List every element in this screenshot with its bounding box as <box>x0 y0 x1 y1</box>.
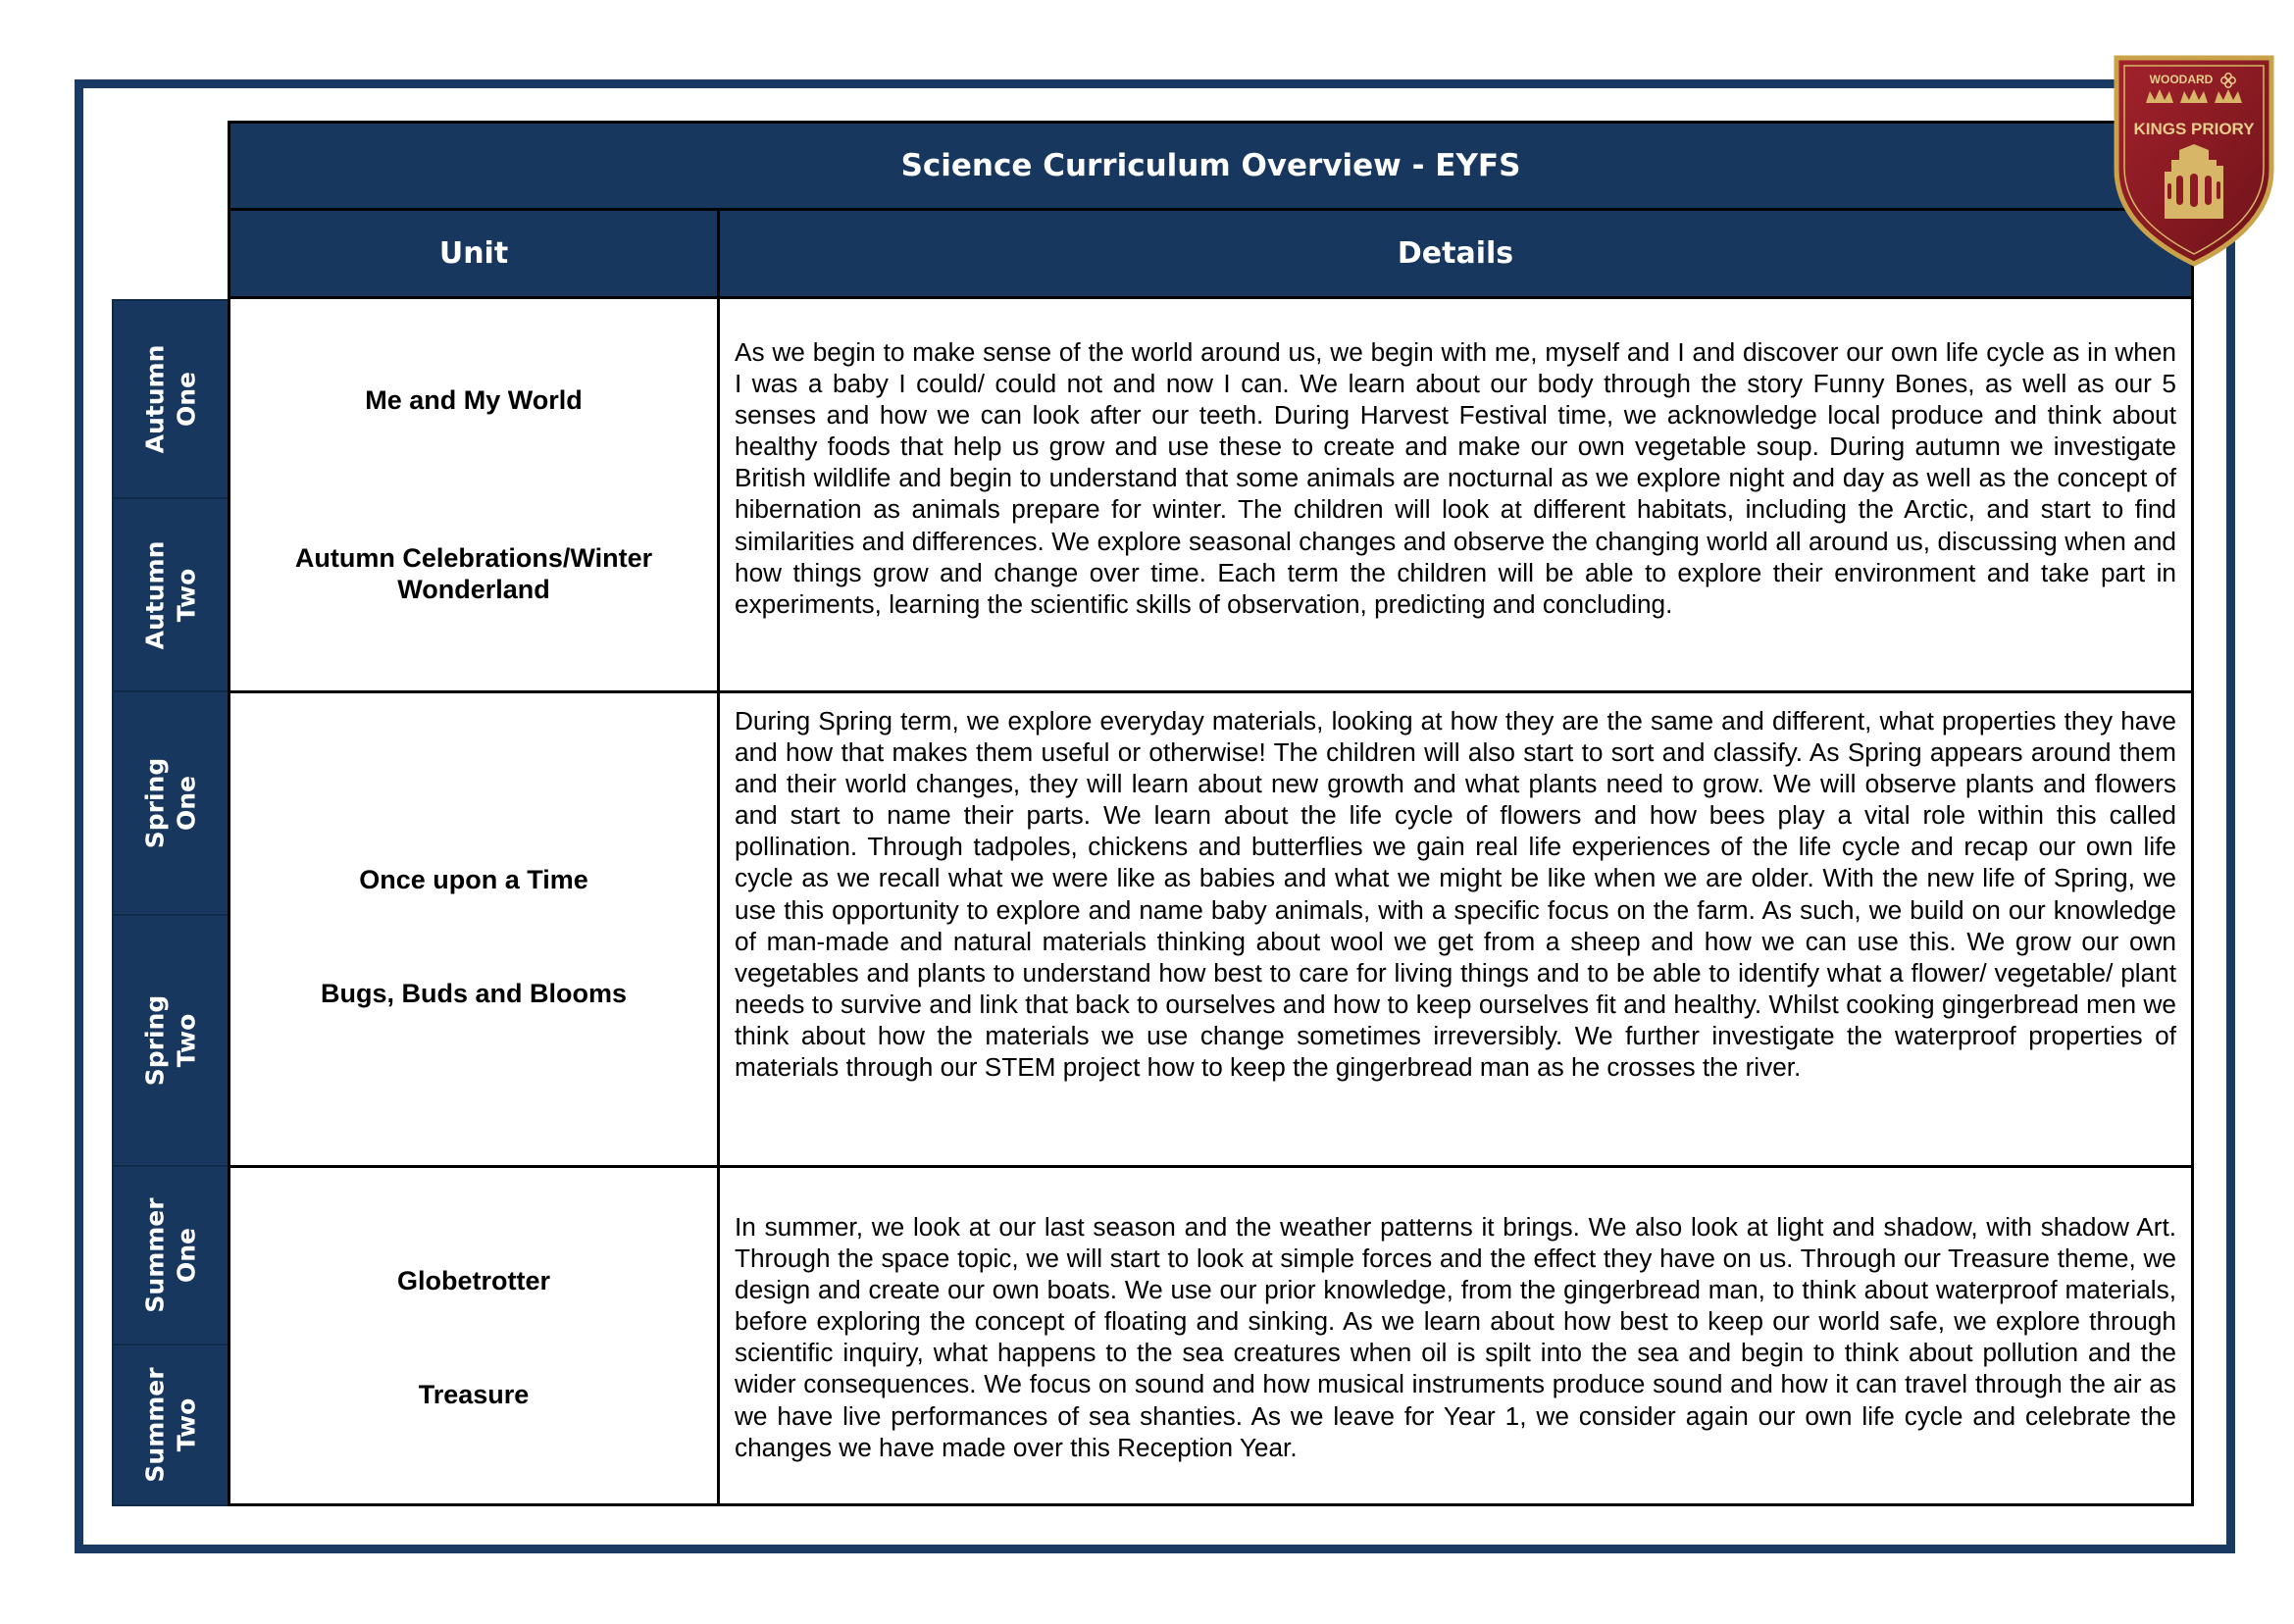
term-label-line: Two <box>172 1397 201 1452</box>
kings-priory-crest-logo <box>2111 54 2277 268</box>
term-label-line: One <box>172 372 201 428</box>
crown-icon <box>2146 89 2242 103</box>
details-text-autumn: As we begin to make sense of the world around us, we begin with me, myself and I and discover our own life cycle as in when I was a baby I could/ could not and now I can. We learn about our body through the story Funny Bones, as well as our 5 senses and how we can look after our teeth. During Harvest Festival time, we acknowledge local produce and think about healthy foods that help us grow and use these to create and make our own vegetable soup. During autumn we investigate British wildlife and begin to understand that some animals are nocturnal as we explore night and day as well as the concept of hibernation as animals prepare for winter. The children will look at different habitats, including the Arctic, and start to find similarities and differences. We explore seasonal changes and observe the changing world all around us, discussing when and how things grow and change over time. Each term the children will be able to explore their environment and take part in experiments, learning the scientific skills of observation, predicting and concluding. <box>735 337 2176 619</box>
term-label-spring-two <box>112 914 230 1167</box>
term-label-line: Autumn <box>140 344 170 454</box>
unit-name-summer-one: Globetrotter <box>396 1266 550 1295</box>
unit-column-header: Unit <box>228 208 720 299</box>
term-label-line: Summer <box>140 1367 170 1483</box>
term-label-line: Summer <box>140 1197 170 1313</box>
curriculum-table <box>112 121 2194 1506</box>
details-cell-summer <box>717 1165 2194 1506</box>
unit-name-summer-two: Treasure <box>418 1380 530 1409</box>
crest-top-text: WOODARD <box>2149 73 2214 86</box>
term-label-line: Autumn <box>140 540 170 649</box>
term-label-summer-two <box>112 1344 230 1506</box>
crest-school-name: KINGS PRIORY <box>2133 120 2255 138</box>
term-label-line: One <box>172 776 201 832</box>
unit-name-autumn-one: Me and My World <box>365 385 583 415</box>
details-cell-autumn <box>717 296 2194 693</box>
term-label-line: Two <box>172 1013 201 1068</box>
unit-cell-spring <box>228 690 720 1168</box>
details-text-spring: During Spring term, we explore everyday materials, looking at how they are the same and different, what properties they have and how that makes them useful or otherwise! The children will also start to sort and classify. As Spring appears around them and their world changes, they will learn about new growth and what plants need to grow. We will observe plants and flowers and start to name their parts. We learn about the life cycle of flowers and how bees play a vital role within this called pollination. Through tadpoles, chickens and butterflies we gain real life experiences of the life cycle and recap our own life cycle as we recall what we were like as babies and what we might be like when we are older. With the new life of Spring, we use this opportunity to explore and name baby animals, with a specific focus on the farm. As such, we build on our knowledge of man-made and natural materials thinking about wool we get from a sheep and how we can use this. We grow our own vegetables and plants to understand how best to care for living things and to be able to identify what a flower/ vegetable/ plant needs to survive and link that back to ourselves and how to keep ourselves fit and healthy. Whilst cooking gingerbread men we think about how the materials we use change sometimes irreversibly. We further investigate the waterproof properties of materials through our STEM project how to keep the gingerbread man as he crosses the river. <box>735 706 2176 1083</box>
unit-cell-autumn <box>228 296 720 693</box>
term-label-line: Spring <box>140 757 170 849</box>
term-label-line: Two <box>172 568 201 622</box>
unit-name-spring-two: Bugs, Buds and Blooms <box>320 979 628 1008</box>
unit-name-spring-one: Once upon a Time <box>359 865 588 894</box>
table-title: Science Curriculum Overview - EYFS <box>228 121 2194 211</box>
term-label-autumn-one <box>112 299 230 499</box>
term-label-spring-one <box>112 690 230 916</box>
term-label-line: One <box>172 1228 201 1284</box>
term-label-summer-one <box>112 1165 230 1345</box>
unit-cell-summer <box>228 1165 720 1506</box>
term-label-line: Spring <box>140 994 170 1087</box>
details-column-header: Details <box>717 208 2194 299</box>
unit-name-autumn-two: Autumn Celebrations/Winter Wonderland <box>294 543 653 604</box>
term-label-autumn-two <box>112 497 230 692</box>
details-cell-spring <box>717 690 2194 1168</box>
details-text-summer: In summer, we look at our last season and the weather patterns it brings. We also look at light and shadow, with shadow Art. Through the space topic, we will start to look at simple forces and the effect they have on us. Through our Treasure theme, we design and create our own boats. We use our prior knowledge, from the gingerbread man, to think about waterproof materials, before exploring the concept of floating and sinking. As we learn about how best to keep our world safe, we explore through scientific inquiry, what happens to the sea creatures when oil is spilt into the sea and begin to think about pollution and the wider consequences. We focus on sound and how musical instruments produce sound and how it can travel through the air as we have live performances of sea shanties. As we leave for Year 1, we consider again our own life cycle and celebrate the changes we have made over this Reception Year. <box>735 1212 2176 1462</box>
